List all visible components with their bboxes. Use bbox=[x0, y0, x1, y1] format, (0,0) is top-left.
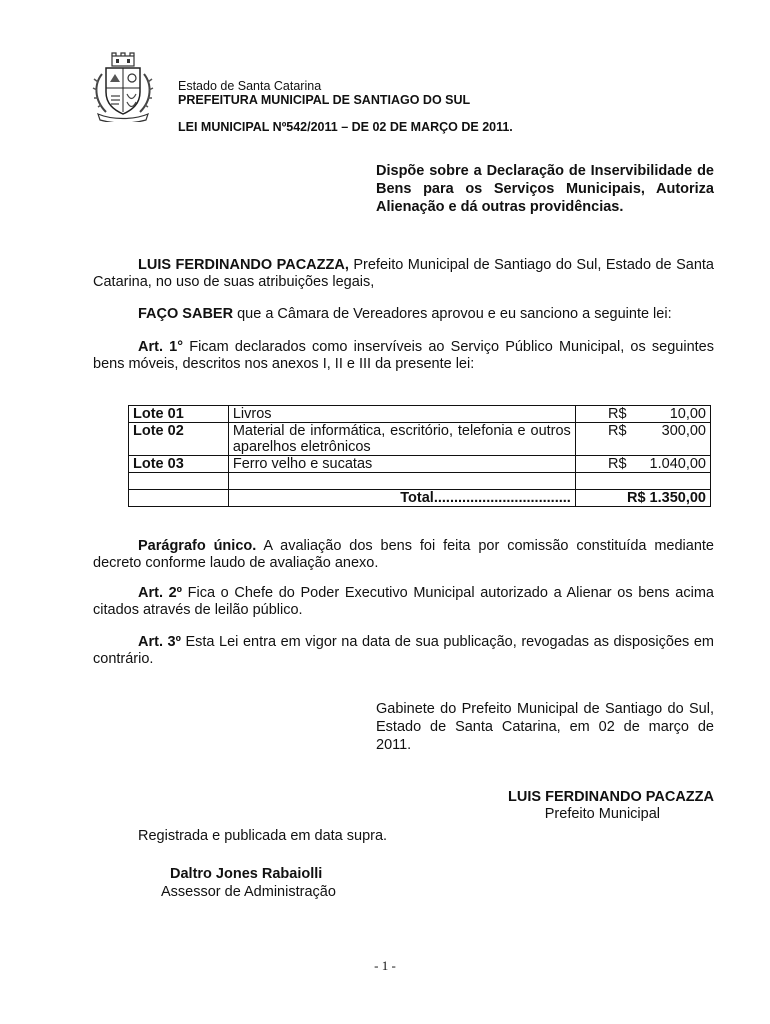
lot-description: Material de informática, escritório, telefonia e outros aparelhos eletrônicos bbox=[228, 423, 575, 456]
lot-value: 10,00 bbox=[669, 406, 706, 422]
faco-saber-text: que a Câmara de Vereadores aprovou e eu sanciono a seguinte lei: bbox=[233, 306, 672, 322]
lot-value-cell bbox=[575, 456, 710, 473]
currency-symbol: R$ bbox=[608, 456, 627, 472]
law-summary: Dispõe sobre a Declaração de Inservibilidade de Bens para os Serviços Municipais, Autoriza Alienação e dá outras providências. bbox=[376, 163, 714, 215]
table-row bbox=[129, 456, 711, 473]
intro-text: Prefeito Municipal de Santiago do Sul, Estado de Santa Catarina, no uso de suas atribuições legais, bbox=[93, 257, 714, 290]
article-2-text: Fica o Chefe do Poder Executivo Municipal autorizado a Alienar os bens acima citados através de leilão público. bbox=[93, 585, 714, 618]
article-1 bbox=[93, 339, 714, 373]
lot-value: 1.040,00 bbox=[649, 456, 706, 472]
table-total-row bbox=[129, 490, 711, 507]
header-prefecture: PREFEITURA MUNICIPAL DE SANTIAGO DO SUL bbox=[178, 93, 471, 107]
article-1-text: Ficam declarados como inservíveis ao Serviço Público Municipal, os seguintes bens móveis, descritos nos anexos I, II e III da presente lei: bbox=[93, 339, 714, 372]
article-2-lead: Art. 2º bbox=[138, 585, 182, 601]
table-row bbox=[129, 473, 711, 490]
faco-saber-paragraph bbox=[93, 306, 714, 323]
registration-note: Registrada e publicada em data supra. bbox=[138, 828, 388, 844]
currency-symbol: R$ bbox=[608, 406, 627, 422]
total-label: Total.................................. bbox=[228, 490, 575, 507]
lot-label bbox=[129, 473, 229, 490]
sole-paragraph-lead: Parágrafo único. bbox=[138, 538, 257, 554]
closing-statement: Gabinete do Prefeito Municipal de Santiago do Sul, Estado de Santa Catarina, em 02 de março de 2011. bbox=[376, 701, 714, 753]
lot-value-cell bbox=[575, 423, 710, 456]
lot-description bbox=[228, 473, 575, 490]
lot-value-cell bbox=[575, 473, 710, 490]
header-state: Estado de Santa Catarina bbox=[178, 79, 322, 93]
article-1-lead: Art. 1° bbox=[138, 339, 184, 355]
intro-paragraph bbox=[93, 257, 714, 291]
lot-value-cell bbox=[575, 406, 710, 423]
faco-saber-lead: FAÇO SABER bbox=[138, 306, 234, 322]
lot-label: Lote 02 bbox=[129, 423, 229, 456]
municipal-coat-of-arms-icon bbox=[92, 52, 154, 122]
article-3 bbox=[93, 634, 714, 668]
empty-cell bbox=[129, 490, 229, 507]
lot-description: Livros bbox=[228, 406, 575, 423]
page-number: - 1 - bbox=[374, 958, 396, 973]
article-3-text: Esta Lei entra em vigor na data de sua publicação, revogadas as disposições em contrário. bbox=[93, 634, 714, 667]
assessor-name: Daltro Jones Rabaiolli bbox=[170, 866, 323, 882]
mayor-name: LUIS FERDINANDO PACAZZA, bbox=[138, 257, 349, 273]
lot-label: Lote 03 bbox=[129, 456, 229, 473]
law-title: LEI MUNICIPAL Nº542/2011 – DE 02 DE MARÇO DE 2011. bbox=[178, 120, 513, 134]
sole-paragraph bbox=[93, 538, 714, 572]
currency-symbol: R$ bbox=[608, 423, 627, 439]
lots-table bbox=[128, 405, 711, 507]
assessor-role: Assessor de Administração bbox=[161, 884, 336, 900]
signature-role: Prefeito Municipal bbox=[544, 806, 660, 822]
signature-name: LUIS FERDINANDO PACAZZA bbox=[508, 789, 714, 805]
sole-paragraph-text: A avaliação dos bens foi feita por comissão constituída mediante decreto conforme laudo de avaliação anexo. bbox=[93, 538, 715, 571]
table-row bbox=[129, 406, 711, 423]
lot-description: Ferro velho e sucatas bbox=[228, 456, 575, 473]
total-value: R$ 1.350,00 bbox=[575, 490, 710, 507]
lot-label: Lote 01 bbox=[129, 406, 229, 423]
article-3-lead: Art. 3º bbox=[138, 634, 181, 650]
lot-value: 300,00 bbox=[661, 423, 706, 439]
table-row bbox=[129, 423, 711, 456]
article-2 bbox=[93, 585, 714, 619]
